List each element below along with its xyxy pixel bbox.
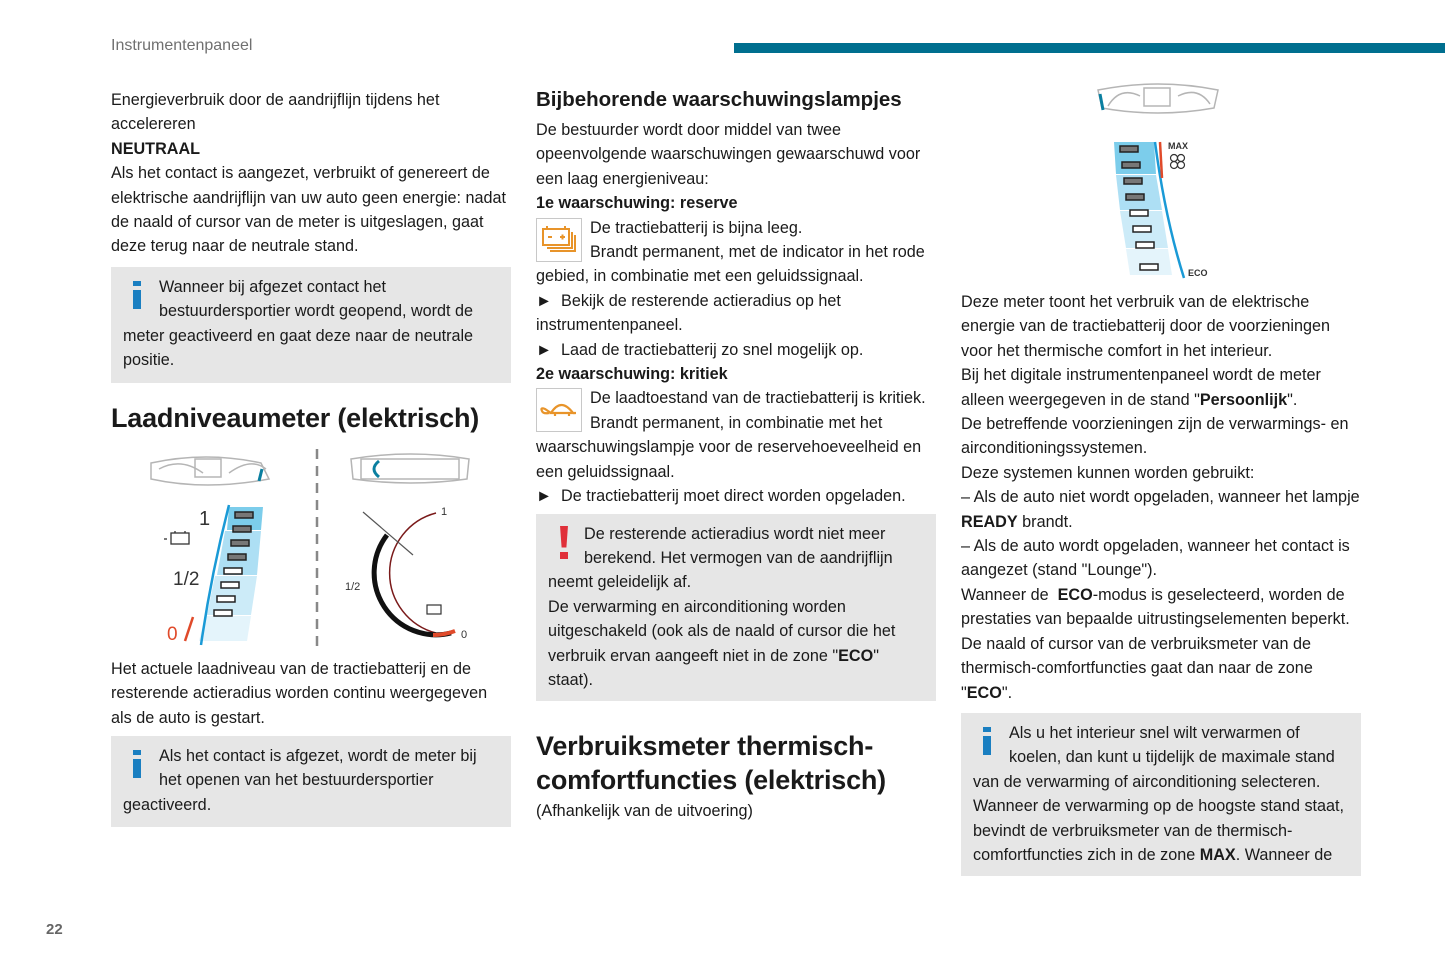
paragraph: De bestuurder wordt door middel van twee opeenvolgende waarschuwingen gewaarschuwd voor een laag energieniveau: xyxy=(536,121,921,188)
eco-label: ECO xyxy=(1188,268,1208,278)
info-text: Wanneer bij afgezet contact het bestuurdersportier wordt geopend, wordt de meter geactiveerd en gaat deze naar de neutrale positie. xyxy=(123,277,474,370)
cluster-indicator xyxy=(1100,94,1103,110)
gauge-label-half: 1/2 xyxy=(173,568,200,590)
section-title-warning-lamps: Bijbehorende waarschuwingslampjes xyxy=(536,88,902,111)
instruction: ► De tractiebatterij moet direct worden opgeladen. xyxy=(536,487,906,506)
digital-cluster-outline-icon xyxy=(351,454,469,483)
info-note xyxy=(111,736,511,827)
paragraph: De laadtoestand van de tractiebatterij is kritiek. xyxy=(590,389,926,408)
neutral-heading: NEUTRAAL xyxy=(111,139,201,158)
dial-gauge xyxy=(363,512,455,635)
charge-meter-figure xyxy=(111,445,511,655)
subtitle: (Afhankelijk van de uitvoering) xyxy=(536,801,753,820)
fan-icon xyxy=(1171,155,1185,169)
info-note xyxy=(961,713,1361,876)
running-header: Instrumentenpaneel xyxy=(111,37,253,54)
paragraph: Deze systemen kunnen worden gebruikt: xyxy=(961,463,1255,482)
paragraph: Energieverbruik door de aandrijflijn tijdens het accelereren xyxy=(111,91,440,134)
charge-meter-illustration xyxy=(111,445,511,655)
dial-label-half: 1/2 xyxy=(345,580,361,593)
warning-1 xyxy=(536,216,936,289)
battery-icon xyxy=(164,531,189,544)
thermal-meter-illustration xyxy=(1080,78,1240,283)
dial-label-empty: 0 xyxy=(461,628,468,641)
info-text: Als u het interieur snel wilt verwarmen of koelen, dan kunt u tijdelijk de maximale stand van de verwarming of airconditioning selecteren. Wanneer de verwarming op de hoogste stand staat, bevindt de verbruiksmeter van de thermisch-comfortfuncties zich in de zone MAX. Wanneer de xyxy=(973,723,1345,864)
warning-2 xyxy=(536,386,936,484)
gauge-label-full: 1 xyxy=(199,507,211,530)
info-icon xyxy=(123,744,159,784)
warning-exclamation-icon xyxy=(548,522,584,562)
page-number: 22 xyxy=(46,921,63,938)
info-text: Als het contact is afgezet, wordt de meter bij het openen van het bestuurdersportier geactiveerd. xyxy=(123,747,477,814)
cluster-indicator xyxy=(374,461,379,477)
section-title-thermal-meter: Verbruiksmeter thermisch-comfortfuncties (elektrisch) xyxy=(536,730,886,795)
info-icon xyxy=(973,721,1009,761)
turtle-warning-lamp-icon xyxy=(536,388,582,432)
column-2 xyxy=(536,86,936,823)
paragraph: De tractiebatterij is bijna leeg. xyxy=(590,218,803,237)
paragraph: Deze meter toont het verbruik van de elektrische energie van de tractiebatterij door de voorzieningen voor het thermische comfort in het interieur. xyxy=(961,293,1330,360)
list-item: – Als de auto wordt opgeladen, wanneer het contact is aangezet (stand "Lounge"). xyxy=(961,537,1350,580)
instruction: ► Laad de tractiebatterij zo snel mogelijk op. xyxy=(536,340,864,359)
info-note xyxy=(111,267,511,383)
max-label: MAX xyxy=(1168,141,1188,151)
header-accent-bar xyxy=(734,43,1445,53)
section-title-charge-meter: Laadniveaumeter (elektrisch) xyxy=(111,402,480,433)
alert-note xyxy=(536,514,936,701)
paragraph: Brandt permanent, met de indicator in het rode gebied, in combinatie met een geluidssignaal. xyxy=(536,243,925,286)
battery-warning-lamp-icon xyxy=(536,218,582,262)
dial-label-full: 1 xyxy=(441,505,448,518)
cluster-indicator xyxy=(259,469,262,481)
list-item: – Als de auto niet wordt opgeladen, wanneer het lampje READY brandt. xyxy=(961,488,1360,531)
paragraph: Als het contact is aangezet, verbruikt of genereert de elektrische aandrijflijn van uw auto geen energie: nadat de naald of cursor van de meter is uitgeslagen, gaat deze terug naar de neutrale stand. xyxy=(111,164,507,256)
paragraph: Brandt permanent, in combinatie met het waarschuwingslampje voor de reservehoeveelheid en een geluidssignaal. xyxy=(536,413,922,481)
warning-1-title: 1e waarschuwing: reserve xyxy=(536,194,738,213)
paragraph: Het actuele laadniveau van de tractiebatterij en de resterende actieradius worden continu weergegeven als de auto is gestart. xyxy=(111,659,488,727)
warning-2-title: 2e waarschuwing: kritiek xyxy=(536,365,728,384)
paragraph: Wanneer de ECO-modus is geselecteerd, worden de prestaties van bepaalde uitrustingselementen beperkt. De naald of cursor van de verbruiksmeter van de thermisch-comfortfuncties gaat dan naar de zone "ECO". xyxy=(961,585,1350,702)
gauge-label-empty: 0 xyxy=(167,623,178,645)
column-3 xyxy=(961,290,1361,876)
paragraph: De betreffende voorzieningen zijn de verwarmings- en airconditioningssystemen. xyxy=(961,415,1349,458)
thermal-meter-figure xyxy=(1080,78,1240,283)
alert-text: De resterende actieradius wordt niet meer berekend. Het vermogen van de aandrijflijn neemt geleidelijk af. xyxy=(548,524,893,592)
battery-icon xyxy=(427,605,441,614)
bar-gauge xyxy=(1114,142,1184,278)
info-icon xyxy=(123,275,159,315)
paragraph: Bij het digitale instrumentenpaneel wordt de meter alleen weergegeven in de stand "Persoonlijk". xyxy=(961,366,1321,409)
cluster-outline-icon xyxy=(1098,84,1218,113)
cluster-outline-icon xyxy=(151,457,269,485)
column-1 xyxy=(111,88,511,827)
alert-text: De verwarming en airconditioning worden uitgeschakeld (ook als de naald of cursor die het verbruik ervan aangeeft niet in de zone "ECO" staat). xyxy=(548,597,896,689)
instruction: ► Bekijk de resterende actieradius op het instrumentenpaneel. xyxy=(536,291,841,335)
